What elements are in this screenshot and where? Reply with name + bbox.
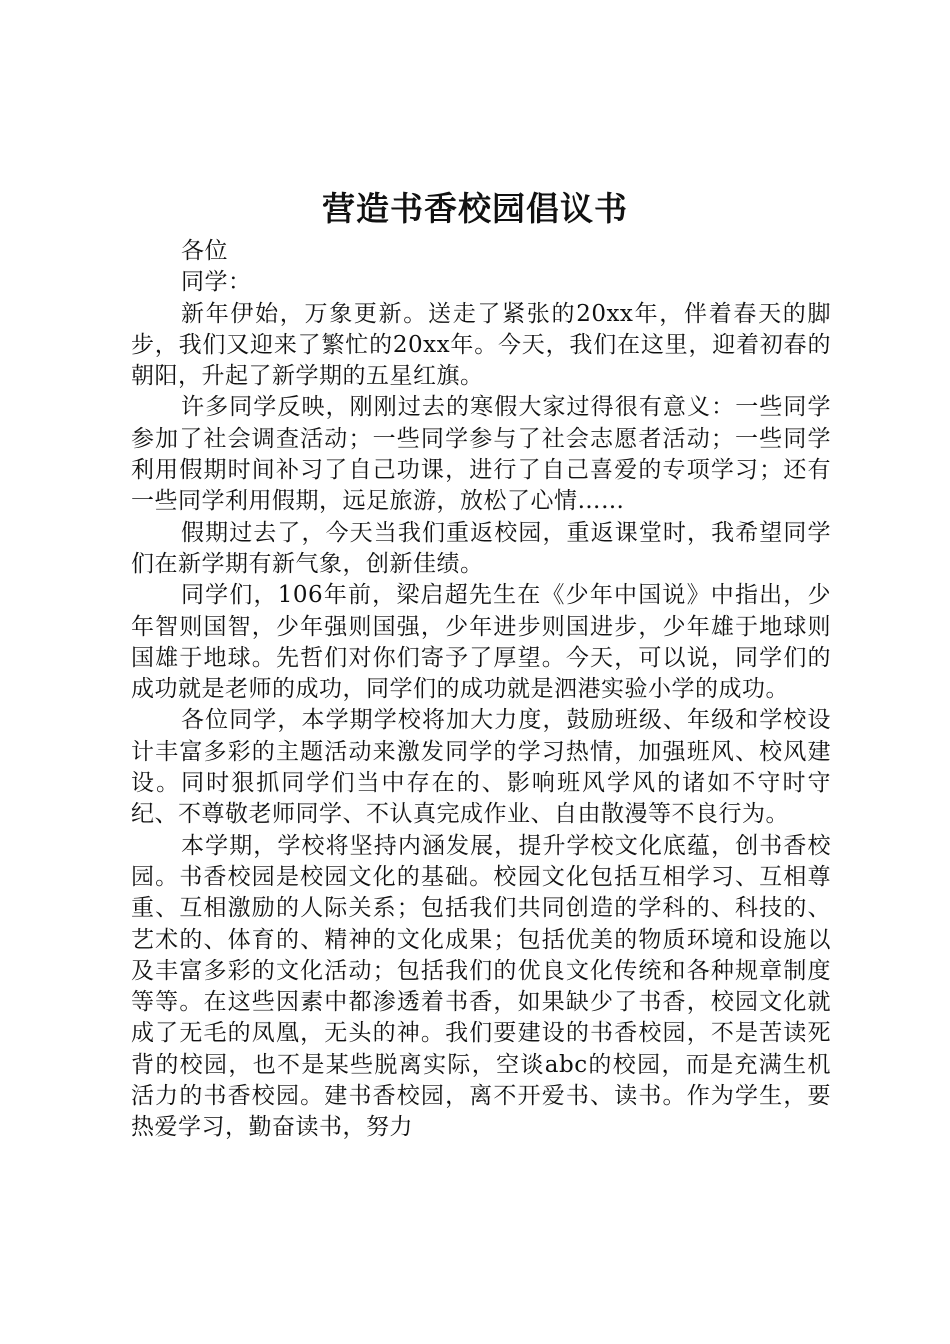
paragraph-6: 本学期，学校将坚持内涵发展，提升学校文化底蕴，创书香校园。书香校园是校园文化的基础。校园文化包括互相学习、互相尊重、互相激励的人际关系；包括我们共同创造的学科的、科技的、艺术的、体育的、精神的文化成果；包括优美的物质环境和设施以及丰富多彩的文化活动；包括我们的优良文化传统和各种规章制度等等。在这些因素中都渗透着书香，如果缺少了书香，校园文化就成了无毛的凤凰，无头的神。我们要建设的书香校园，不是苦读死背的校园，也不是某些脱离实际，空谈abc的校园，而是充满生机活力的书香校园。建书香校园，离不开爱书、读书。作为学生，要热爱学习，勤奋读书，努力 bbox=[131, 832, 831, 1141]
document-body bbox=[131, 236, 831, 1144]
salutation-line-2: 同学： bbox=[181, 269, 252, 296]
salutation-line-1: 各位 bbox=[181, 238, 228, 264]
paragraph-1: 新年伊始，万象更新。送走了紧张的20xx年，伴着春天的脚步，我们又迎来了繁忙的20xx年。今天，我们在这里，迎着初春的朝阳，升起了新学期的五星红旗。 bbox=[131, 300, 831, 390]
document-title: 营造书香校园倡议书 bbox=[322, 189, 628, 228]
paragraph-5: 各位同学，本学期学校将加大力度，鼓励班级、年级和学校设计丰富多彩的主题活动来激发同学的学习热情，加强班风、校风建设。同时狠抓同学们当中存在的、影响班风学风的诸如不守时守纪、不尊敬老师同学、不认真完成作业、自由散漫等不良行为。 bbox=[131, 707, 831, 828]
paragraph-2: 许多同学反映，刚刚过去的寒假大家过得很有意义：一些同学参加了社会调查活动；一些同学参与了社会志愿者活动；一些同学利用假期时间补习了自己功课，进行了自己喜爱的专项学习；还有一些同学利用假期，远足旅游，放松了心情…… bbox=[131, 394, 831, 515]
paragraph-4: 同学们，106年前，梁启超先生在《少年中国说》中指出，少年智则国智，少年强则国强，少年进步则国进步，少年雄于地球则国雄于地球。先哲们对你们寄予了厚望。今天，可以说，同学们的成功就是老师的成功，同学们的成功就是泗港实验小学的成功。 bbox=[131, 582, 831, 703]
paragraph-3: 假期过去了，今天当我们重返校园，重返课堂时，我希望同学们在新学期有新气象，创新佳绩。 bbox=[131, 519, 831, 577]
